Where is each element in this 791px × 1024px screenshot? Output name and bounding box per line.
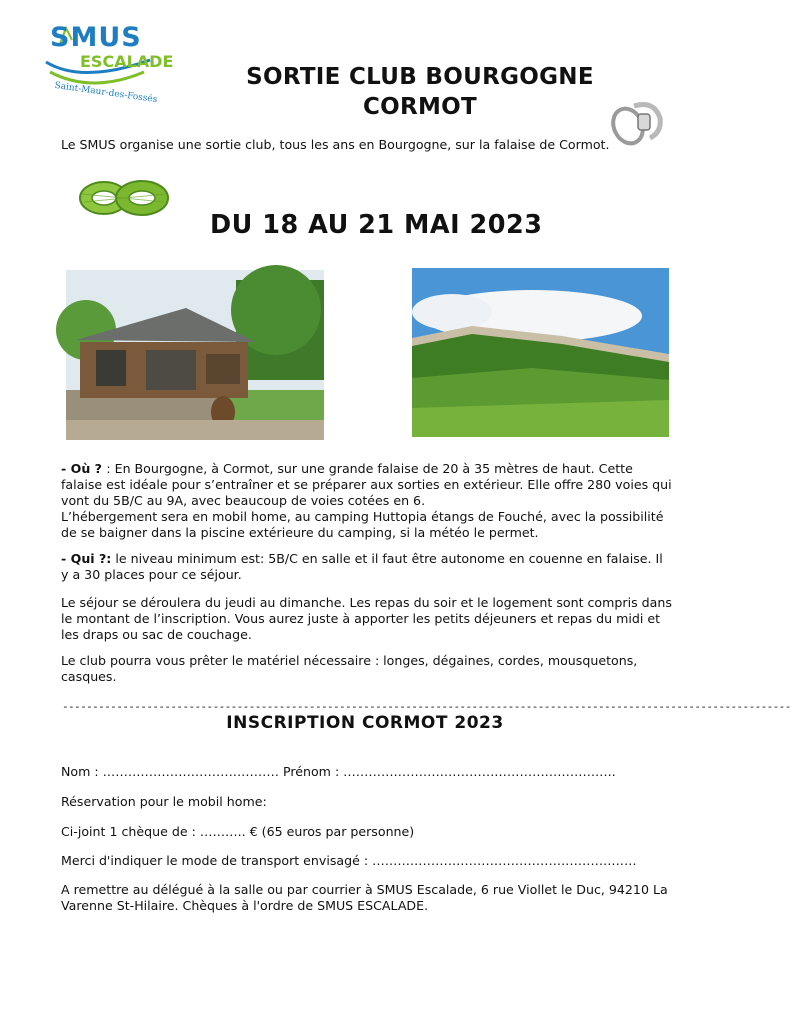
page-title-line1: SORTIE CLUB BOURGOGNE — [246, 64, 594, 90]
cliff-photo — [412, 268, 669, 437]
where-text: : En Bourgogne, à Cormot, sur une grande falaise de 20 à 35 mètres de haut. Cette falaise est idéale pour s’entraîner et se préparer aux sorties en extérieur. Elle offre 280 voies qui vont du 5B/C au 9A, avec beaucoup de voies cotées en 6. — [61, 461, 672, 508]
gear-paragraph: Le club pourra vous prêter le matériel nécessaire : longes, dégaines, cordes, mousquetons, casques. — [61, 653, 638, 684]
name-field: Nom : …………………………………… Prénom : ……………………………………………………….. — [61, 764, 616, 779]
logo-brand: SMUS — [50, 22, 142, 53]
logo-subtitle: ESCALADE — [80, 52, 174, 71]
who-text: le niveau minimum est: 5B/C en salle et il faut être autonome en couenne en falaise. Il y a 30 places pour ce séjour. — [61, 551, 663, 582]
cheque-field: Ci-joint 1 chèque de : ……….. € (65 euros par personne) — [61, 824, 415, 839]
lodging-text: L’hébergement sera en mobil home, au camping Huttopia étangs de Fouché, avec la possibilité de se baigner dans la piscine extérieure du camping, si la météo le permet. — [61, 509, 664, 540]
where-paragraph — [61, 461, 673, 541]
form-heading: INSCRIPTION CORMOT 2023 — [226, 713, 504, 733]
stay-paragraph: Le séjour se déroulera du jeudi au dimanche. Les repas du soir et le logement sont compris dans le montant de l’inscription. Vous aurez juste à apporter les petits déjeuners et repas du midi et les draps ou sac de couchage. — [61, 595, 672, 642]
event-dates: DU 18 AU 21 MAI 2023 — [210, 210, 543, 240]
club-logo — [32, 22, 174, 112]
transport-field: Merci d'indiquer le mode de transport envisagé : ……………………………………………………… — [61, 853, 637, 868]
who-label: - Qui ?: — [61, 551, 112, 566]
cut-line: ------------------------------------------------------------------------------------------------------------------------- — [62, 700, 791, 713]
send-instructions: A remettre au délégué à la salle ou par courrier à SMUS Escalade, 6 rue Viollet le Duc, 94210 La Varenne St-Hilaire. Chèques à l'ordre de SMUS ESCALADE. — [61, 882, 668, 913]
intro-text: Le SMUS organise une sortie club, tous les ans en Bourgogne, sur la falaise de Cormot. — [61, 137, 610, 152]
camping-photo — [66, 270, 324, 440]
logo-town: Saint-Maur-des-Fossés — [53, 80, 158, 106]
where-label: - Où ? — [61, 461, 107, 476]
who-paragraph — [61, 551, 673, 583]
page-title-line2: CORMOT — [362, 94, 478, 120]
reservation-field: Réservation pour le mobil home: — [61, 794, 267, 809]
rope-icon — [74, 176, 172, 220]
